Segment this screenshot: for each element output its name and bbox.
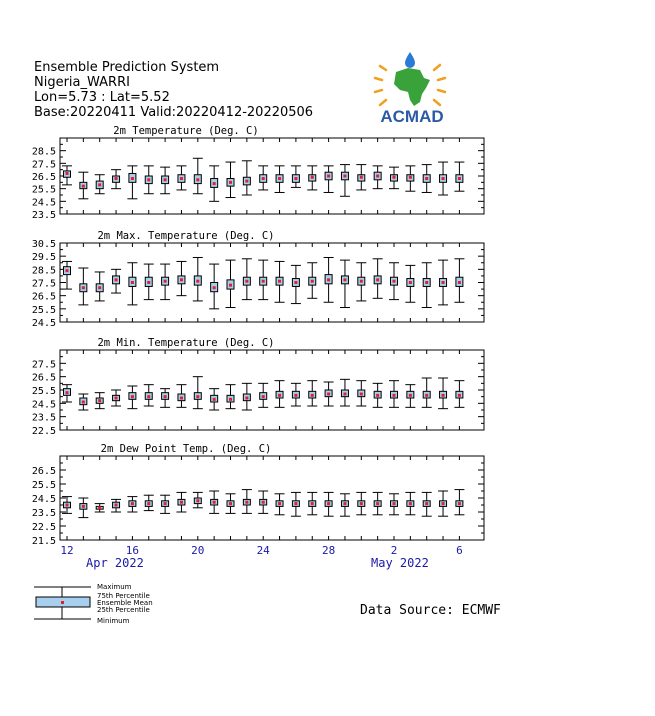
mean-marker <box>66 172 69 175</box>
mean-marker <box>442 502 445 505</box>
mean-marker <box>327 278 330 281</box>
mean-marker <box>180 177 183 180</box>
mean-marker <box>262 177 265 180</box>
legend-minimum: Minimum <box>97 617 130 625</box>
mean-marker <box>164 178 167 181</box>
mean-marker <box>393 394 396 397</box>
mean-marker <box>98 399 101 402</box>
mean-marker <box>115 397 118 400</box>
mean-marker <box>442 177 445 180</box>
mean-marker <box>229 284 232 287</box>
mean-marker <box>147 178 150 181</box>
mean-marker <box>327 393 330 396</box>
mean-marker <box>98 286 101 289</box>
mean-marker <box>82 286 85 289</box>
mean-marker <box>294 281 297 284</box>
y-tick-label: 25.5 <box>31 304 56 316</box>
mean-marker <box>147 502 150 505</box>
month-label-may: May 2022 <box>371 556 429 570</box>
mean-marker <box>180 397 183 400</box>
mean-marker <box>376 175 379 178</box>
plot-frame <box>60 138 484 214</box>
mean-marker <box>393 280 396 283</box>
x-tick-label: 28 <box>321 544 336 557</box>
mean-marker <box>229 398 232 401</box>
legend-mean: Ensemble Mean <box>97 599 153 607</box>
mean-marker <box>229 181 232 184</box>
mean-marker <box>196 178 199 181</box>
mean-marker <box>458 177 461 180</box>
mean-marker <box>66 269 69 272</box>
mean-marker <box>131 281 134 284</box>
y-tick-label: 27.5 <box>31 278 56 290</box>
mean-marker <box>393 502 396 505</box>
mean-marker <box>425 394 428 397</box>
mean-marker <box>164 395 167 398</box>
mean-marker <box>213 398 216 401</box>
mean-marker <box>376 278 379 281</box>
x-tick-label: 12 <box>60 544 74 557</box>
y-tick-label: 24.5 <box>31 318 56 329</box>
mean-marker <box>343 175 346 178</box>
mean-marker <box>245 397 248 400</box>
y-tick-label: 24.5 <box>31 494 56 505</box>
legend-maximum: Maximum <box>97 583 132 591</box>
logo-text: ACMAD <box>380 107 444 126</box>
mean-marker <box>278 280 281 283</box>
mean-marker <box>245 501 248 504</box>
plot-frame <box>60 350 484 430</box>
mean-marker <box>82 401 85 404</box>
mean-marker <box>213 286 216 289</box>
y-tick-label: 28.5 <box>31 265 56 277</box>
mean-marker <box>393 176 396 179</box>
mean-marker <box>343 502 346 505</box>
mean-marker <box>262 280 265 283</box>
mean-marker <box>278 394 281 397</box>
mean-marker <box>294 177 297 180</box>
mean-marker <box>409 394 412 397</box>
mean-marker <box>425 177 428 180</box>
mean-marker <box>311 280 314 283</box>
mean-marker <box>311 502 314 505</box>
mean-marker <box>343 278 346 281</box>
mean-marker <box>327 502 330 505</box>
y-tick-label: 21.5 <box>31 536 56 547</box>
mean-marker <box>294 394 297 397</box>
mean-marker <box>66 391 69 394</box>
x-tick-label: 20 <box>191 544 205 557</box>
mean-marker <box>360 176 363 179</box>
mean-marker <box>376 502 379 505</box>
x-tick-label: 16 <box>125 544 140 557</box>
mean-marker <box>213 182 216 185</box>
mean-marker <box>409 281 412 284</box>
legend-p75: 75th Percentile <box>97 592 150 600</box>
mean-marker <box>131 395 134 398</box>
y-tick-label: 26.5 <box>31 372 56 384</box>
mean-marker <box>425 502 428 505</box>
mean-marker <box>294 502 297 505</box>
y-tick-label: 23.5 <box>31 412 56 424</box>
panel-title: 2m Max. Temperature (Deg. C) <box>97 230 275 242</box>
mean-marker <box>360 280 363 283</box>
mean-marker <box>278 177 281 180</box>
mean-marker <box>82 505 85 508</box>
mean-marker <box>343 393 346 396</box>
legend-p25: 25th Percentile <box>97 606 150 614</box>
title-line-1: Ensemble Prediction System <box>34 60 220 75</box>
plot-frame <box>60 243 484 322</box>
mean-marker <box>147 395 150 398</box>
mean-marker <box>442 394 445 397</box>
y-tick-label: 25.5 <box>31 184 56 196</box>
mean-marker <box>213 501 216 504</box>
y-tick-label: 24.5 <box>31 197 56 209</box>
y-tick-label: 30.5 <box>31 239 56 250</box>
mean-marker <box>278 502 281 505</box>
x-tick-label: 2 <box>390 544 398 557</box>
y-tick-label: 27.5 <box>31 359 56 371</box>
mean-marker <box>229 502 232 505</box>
panel-title: 2m Min. Temperature (Deg. C) <box>97 337 275 349</box>
y-tick-label: 26.5 <box>31 172 56 183</box>
location-name: Nigeria_WARRI <box>34 75 130 90</box>
mean-marker <box>196 280 199 283</box>
mean-marker <box>409 176 412 179</box>
mean-marker <box>262 501 265 504</box>
y-tick-label: 22.5 <box>31 522 56 533</box>
mean-marker <box>409 502 412 505</box>
mean-marker <box>245 180 248 183</box>
mean-marker <box>360 502 363 505</box>
y-tick-label: 28.5 <box>31 146 56 158</box>
plot-frame <box>60 456 484 540</box>
mean-marker <box>115 504 118 507</box>
mean-marker <box>164 502 167 505</box>
y-tick-label: 29.5 <box>31 252 56 264</box>
mean-marker <box>196 395 199 398</box>
mean-marker <box>98 183 101 186</box>
mean-marker <box>115 278 118 281</box>
mean-marker <box>327 175 330 178</box>
mean-marker <box>98 506 101 509</box>
mean-marker <box>82 185 85 188</box>
mean-marker <box>425 281 428 284</box>
mean-marker <box>376 394 379 397</box>
legend-glyph <box>34 583 96 623</box>
mean-marker <box>311 176 314 179</box>
mean-marker <box>245 280 248 283</box>
mean-marker <box>458 502 461 505</box>
y-tick-label: 25.5 <box>31 480 56 491</box>
mean-marker <box>458 394 461 397</box>
y-tick-label: 23.5 <box>31 508 56 519</box>
mean-marker <box>262 395 265 398</box>
mean-marker <box>311 394 314 397</box>
coordinates: Lon=5.73 : Lat=5.52 <box>34 90 170 105</box>
mean-marker <box>147 281 150 284</box>
y-tick-label: 25.5 <box>31 386 56 397</box>
y-tick-label: 26.5 <box>31 466 56 477</box>
y-tick-label: 22.5 <box>31 426 56 437</box>
month-label-apr: Apr 2022 <box>86 556 144 570</box>
mean-marker <box>115 177 118 180</box>
mean-marker <box>180 278 183 281</box>
mean-marker <box>442 281 445 284</box>
mean-marker <box>458 281 461 284</box>
y-tick-label: 26.5 <box>31 291 56 303</box>
x-tick-label: 24 <box>256 544 270 557</box>
y-tick-label: 27.5 <box>31 159 56 171</box>
mean-marker <box>196 499 199 502</box>
mean-marker <box>360 393 363 396</box>
y-tick-label: 24.5 <box>31 399 56 411</box>
mean-marker <box>131 177 134 180</box>
mean-marker <box>131 502 134 505</box>
panel-title: 2m Dew Point Temp. (Deg. C) <box>100 443 272 455</box>
base-valid-dates: Base:20220411 Valid:20220412-20220506 <box>34 105 314 120</box>
mean-marker <box>66 504 69 507</box>
x-tick-label: 6 <box>456 544 463 557</box>
mean-marker <box>164 280 167 283</box>
y-tick-label: 23.5 <box>31 210 56 221</box>
mean-marker <box>180 501 183 504</box>
data-source: Data Source: ECMWF <box>360 603 501 618</box>
panel-title: 2m Temperature (Deg. C) <box>113 125 259 137</box>
